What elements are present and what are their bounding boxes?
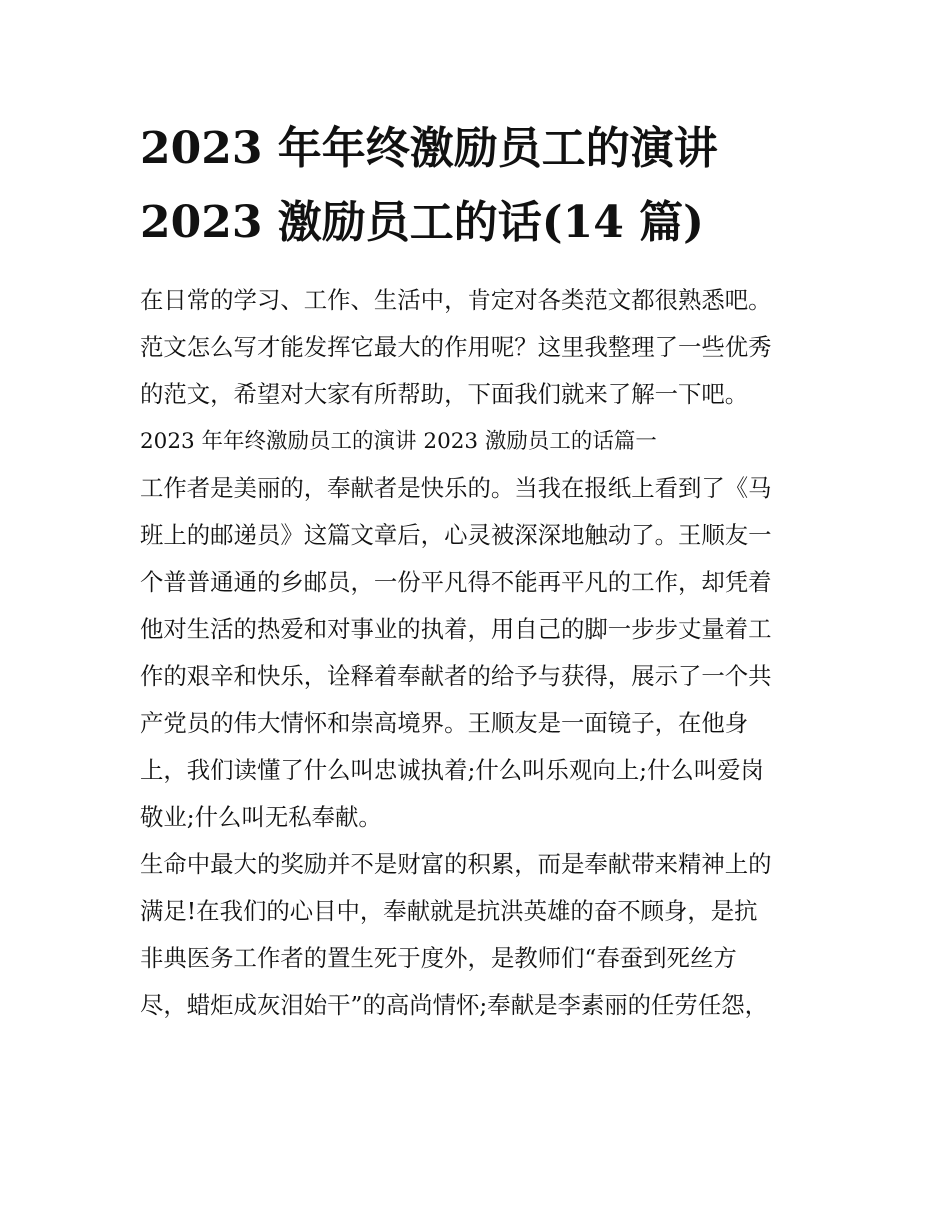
paragraph-line: 上，我们读懂了什么叫忠诚执着;什么叫乐观向上;什么叫爱岗 <box>140 756 764 784</box>
paragraph-line: 作的艰辛和快乐，诠释着奉献者的给予与获得，展示了一个共 <box>140 662 772 690</box>
intro-line: 的范文，希望对大家有所帮助，下面我们就来了解一下吧。 <box>140 380 749 408</box>
intro-line: 范文怎么写才能发挥它最大的作用呢？这里我整理了一些优秀 <box>140 333 772 361</box>
paragraph-line: 满足!在我们的心目中，奉献就是抗洪英雄的奋不顾身，是抗 <box>140 897 758 925</box>
paragraph-line: 工作者是美丽的，奉献者是快乐的。当我在报纸上看到了《马 <box>140 474 772 502</box>
document-body <box>140 277 820 1029</box>
paragraph-line: 非典医务工作者的置生死于度外，是教师们“春蚕到死丝方 <box>140 944 737 972</box>
paragraph-line: 产党员的伟大情怀和崇高境界。王顺友是一面镜子，在他身 <box>140 709 749 737</box>
paragraph-line: 尽，蜡炬成灰泪始干”的高尚情怀;奉献是李素丽的任劳任怨， <box>140 991 768 1019</box>
intro-paragraph <box>140 277 820 418</box>
paragraph-line: 个普普通通的乡邮员，一份平凡得不能再平凡的工作，却凭着 <box>140 568 772 596</box>
document-title <box>140 112 820 260</box>
paragraph-line: 敬业;什么叫无私奉献。 <box>140 803 382 831</box>
paragraph-2 <box>140 841 820 1029</box>
paragraph-line: 他对生活的热爱和对事业的执着，用自己的脚一步步丈量着工 <box>140 615 772 643</box>
intro-line: 在日常的学习、工作、生活中，肯定对各类范文都很熟悉吧。 <box>140 286 772 314</box>
title-line: 2023 激励员工的话(14 篇) <box>140 197 704 248</box>
paragraph-line: 生命中最大的奖励并不是财富的积累，而是奉献带来精神上的 <box>140 850 772 878</box>
section-heading: 2023 年年终激励员工的演讲 2023 激励员工的话篇一 <box>140 429 657 454</box>
title-line: 2023 年年终激励员工的演讲 <box>140 123 718 174</box>
paragraph-1 <box>140 465 820 841</box>
paragraph-line: 班上的邮递员》这篇文章后，心灵被深深地触动了。王顺友一 <box>140 521 772 549</box>
